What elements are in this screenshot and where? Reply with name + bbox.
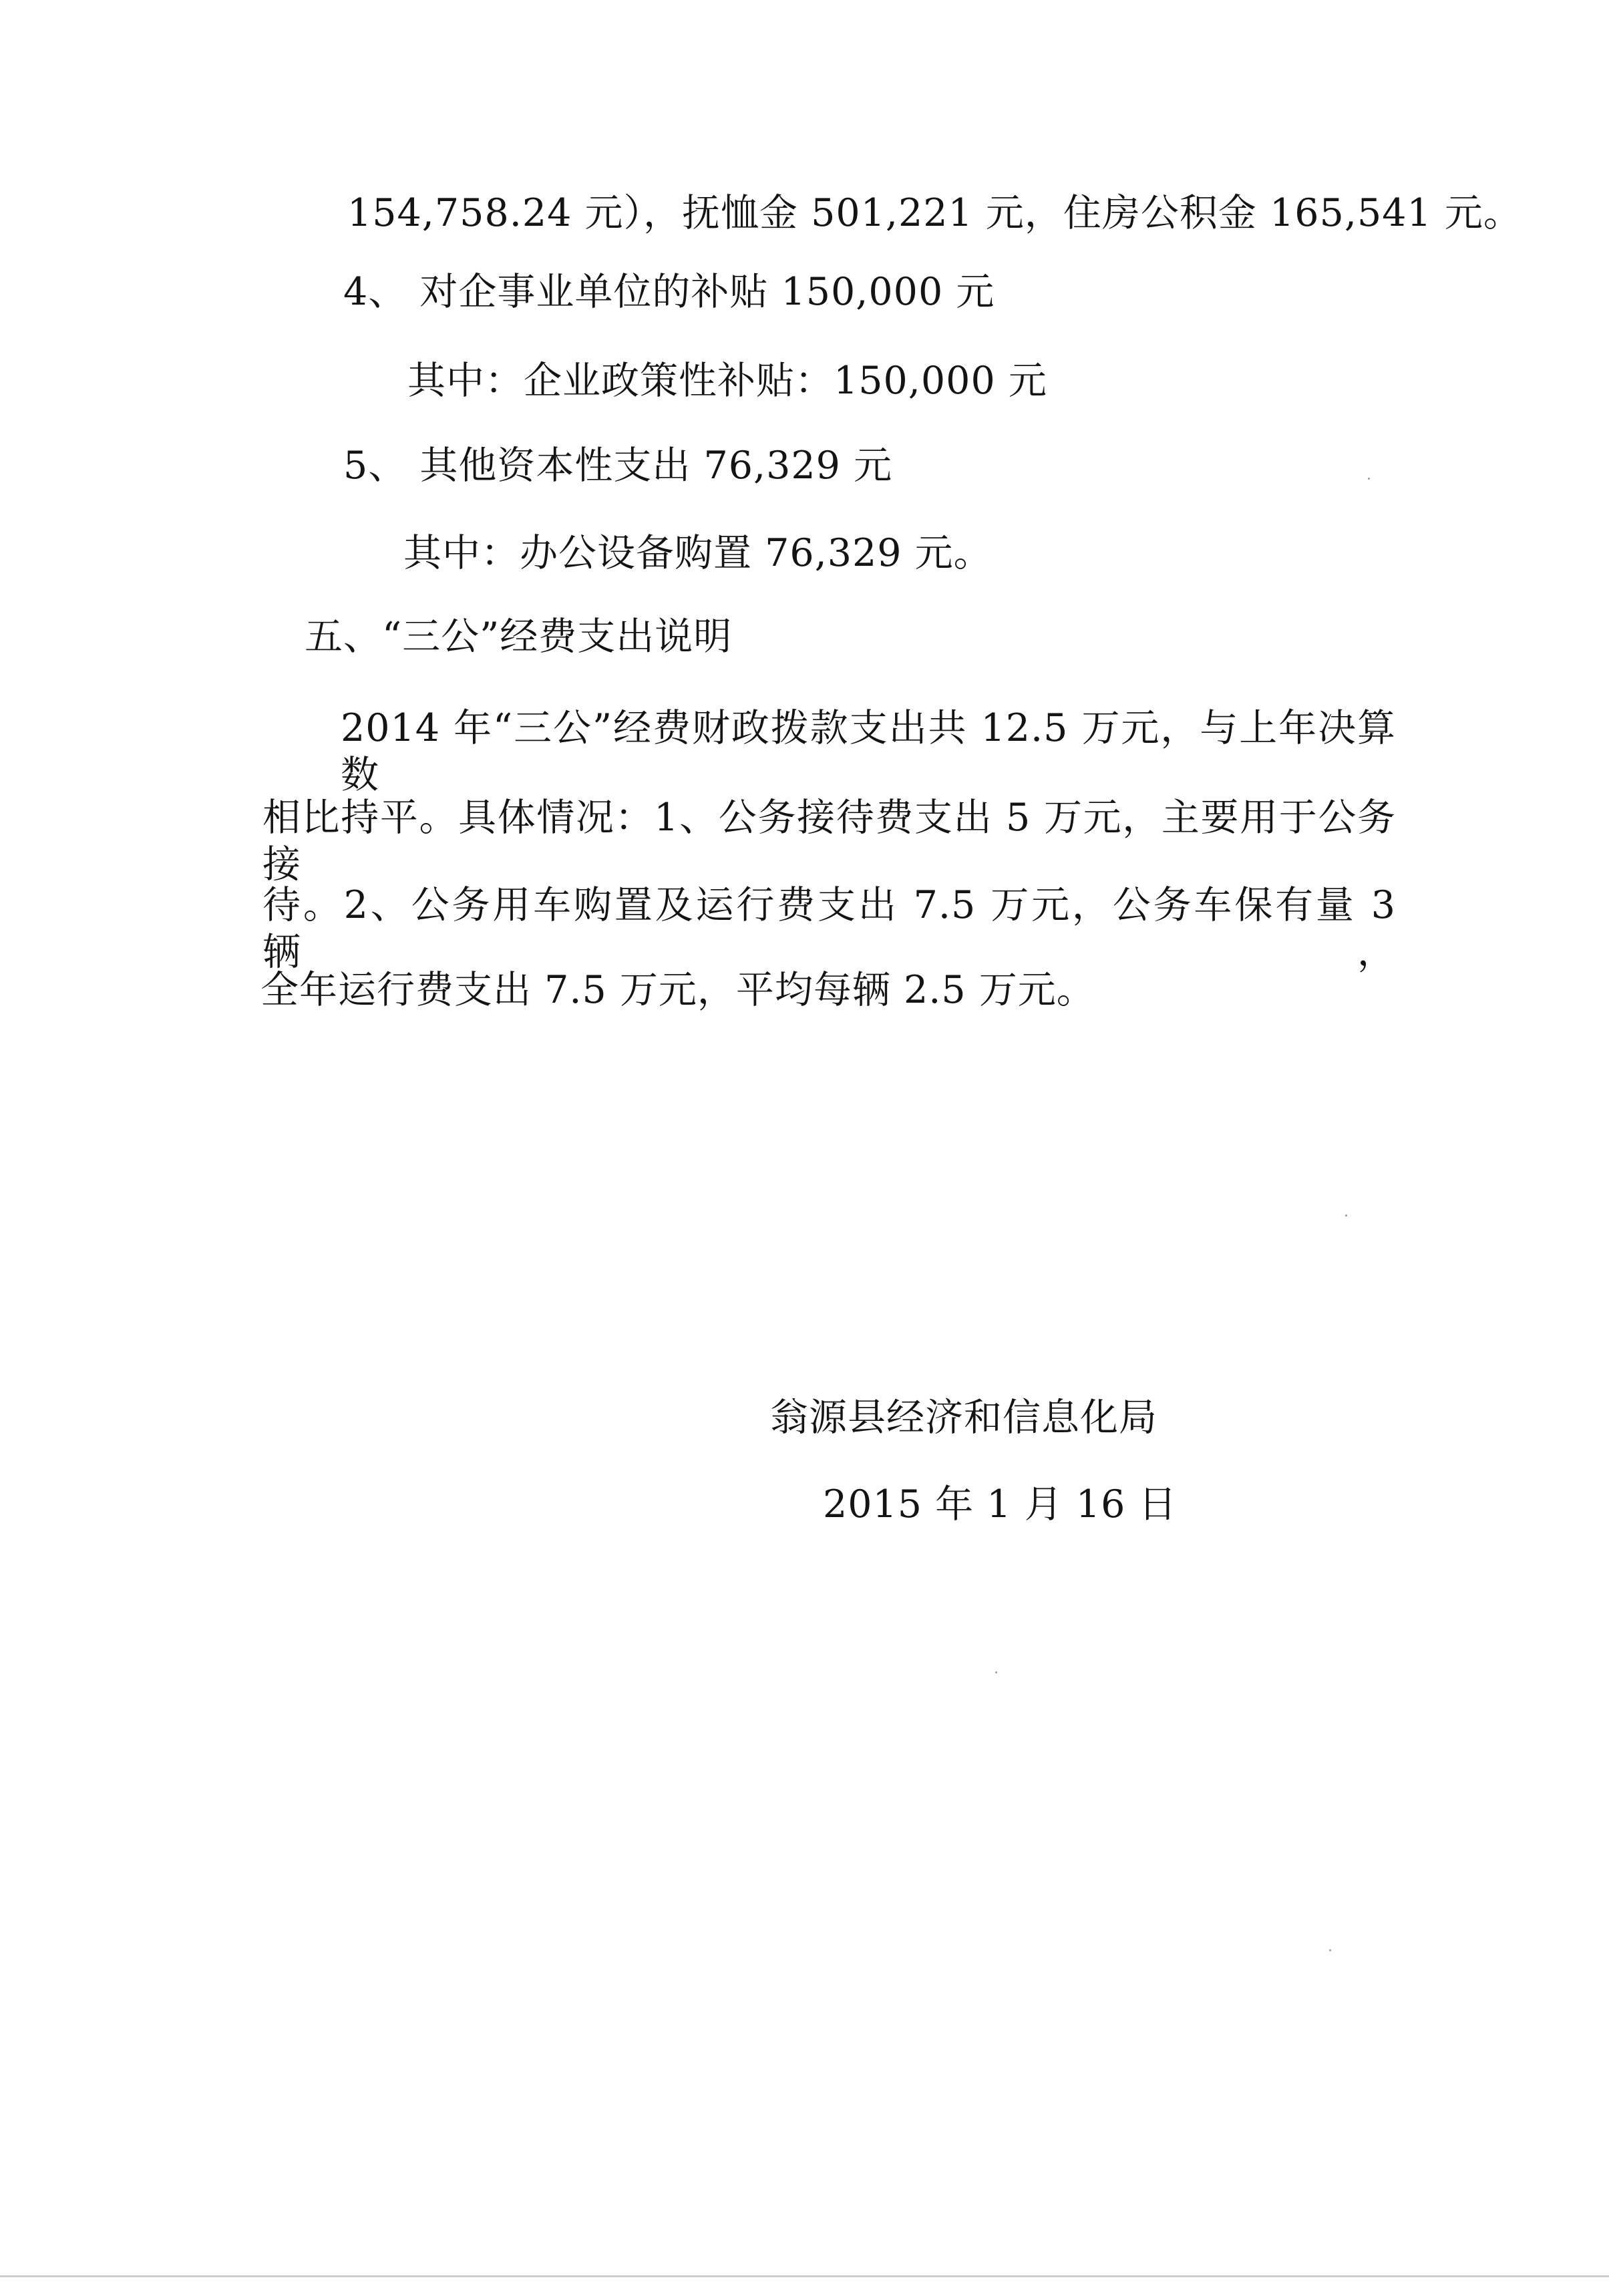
list-item-5: 5、 其他资本性支出 76,329 元 (343, 444, 893, 488)
text-line-1: 154,758.24 元），抚恤金 501,221 元，住房公积金 165,541 元。 (347, 191, 1522, 235)
scan-speck (1345, 1214, 1347, 1216)
list-item-4: 4、 对企事业单位的补贴 150,000 元 (343, 270, 995, 314)
scan-speck (1329, 1949, 1331, 1951)
paragraph-line-1: 2014 年“三公”经费财政拨款支出共 12.5 万元，与上年决算数 (341, 706, 1396, 797)
scan-speck (995, 1671, 997, 1673)
signature-organization: 翁源县经济和信息化局 (770, 1396, 1157, 1440)
signature-date: 2015 年 1 月 16 日 (823, 1482, 1178, 1526)
paragraph-line-2: 相比持平。具体情况：1、公务接待费支出 5 万元，主要用于公务接 (262, 796, 1396, 886)
list-item-5-detail: 其中：办公设备购置 76,329 元。 (403, 531, 993, 575)
paragraph-line-3: 待。2、公务用车购置及运行费支出 7.5 万元，公务车保有量 3 辆， (262, 883, 1396, 974)
section-heading: 五、“三公”经费支出说明 (305, 615, 733, 659)
scan-speck (1368, 478, 1370, 480)
paragraph-line-4: 全年运行费支出 7.5 万元，平均每辆 2.5 万元。 (260, 968, 1095, 1012)
list-item-4-detail: 其中：企业政策性补贴：150,000 元 (407, 359, 1047, 403)
scan-edge-line (0, 2275, 1609, 2277)
